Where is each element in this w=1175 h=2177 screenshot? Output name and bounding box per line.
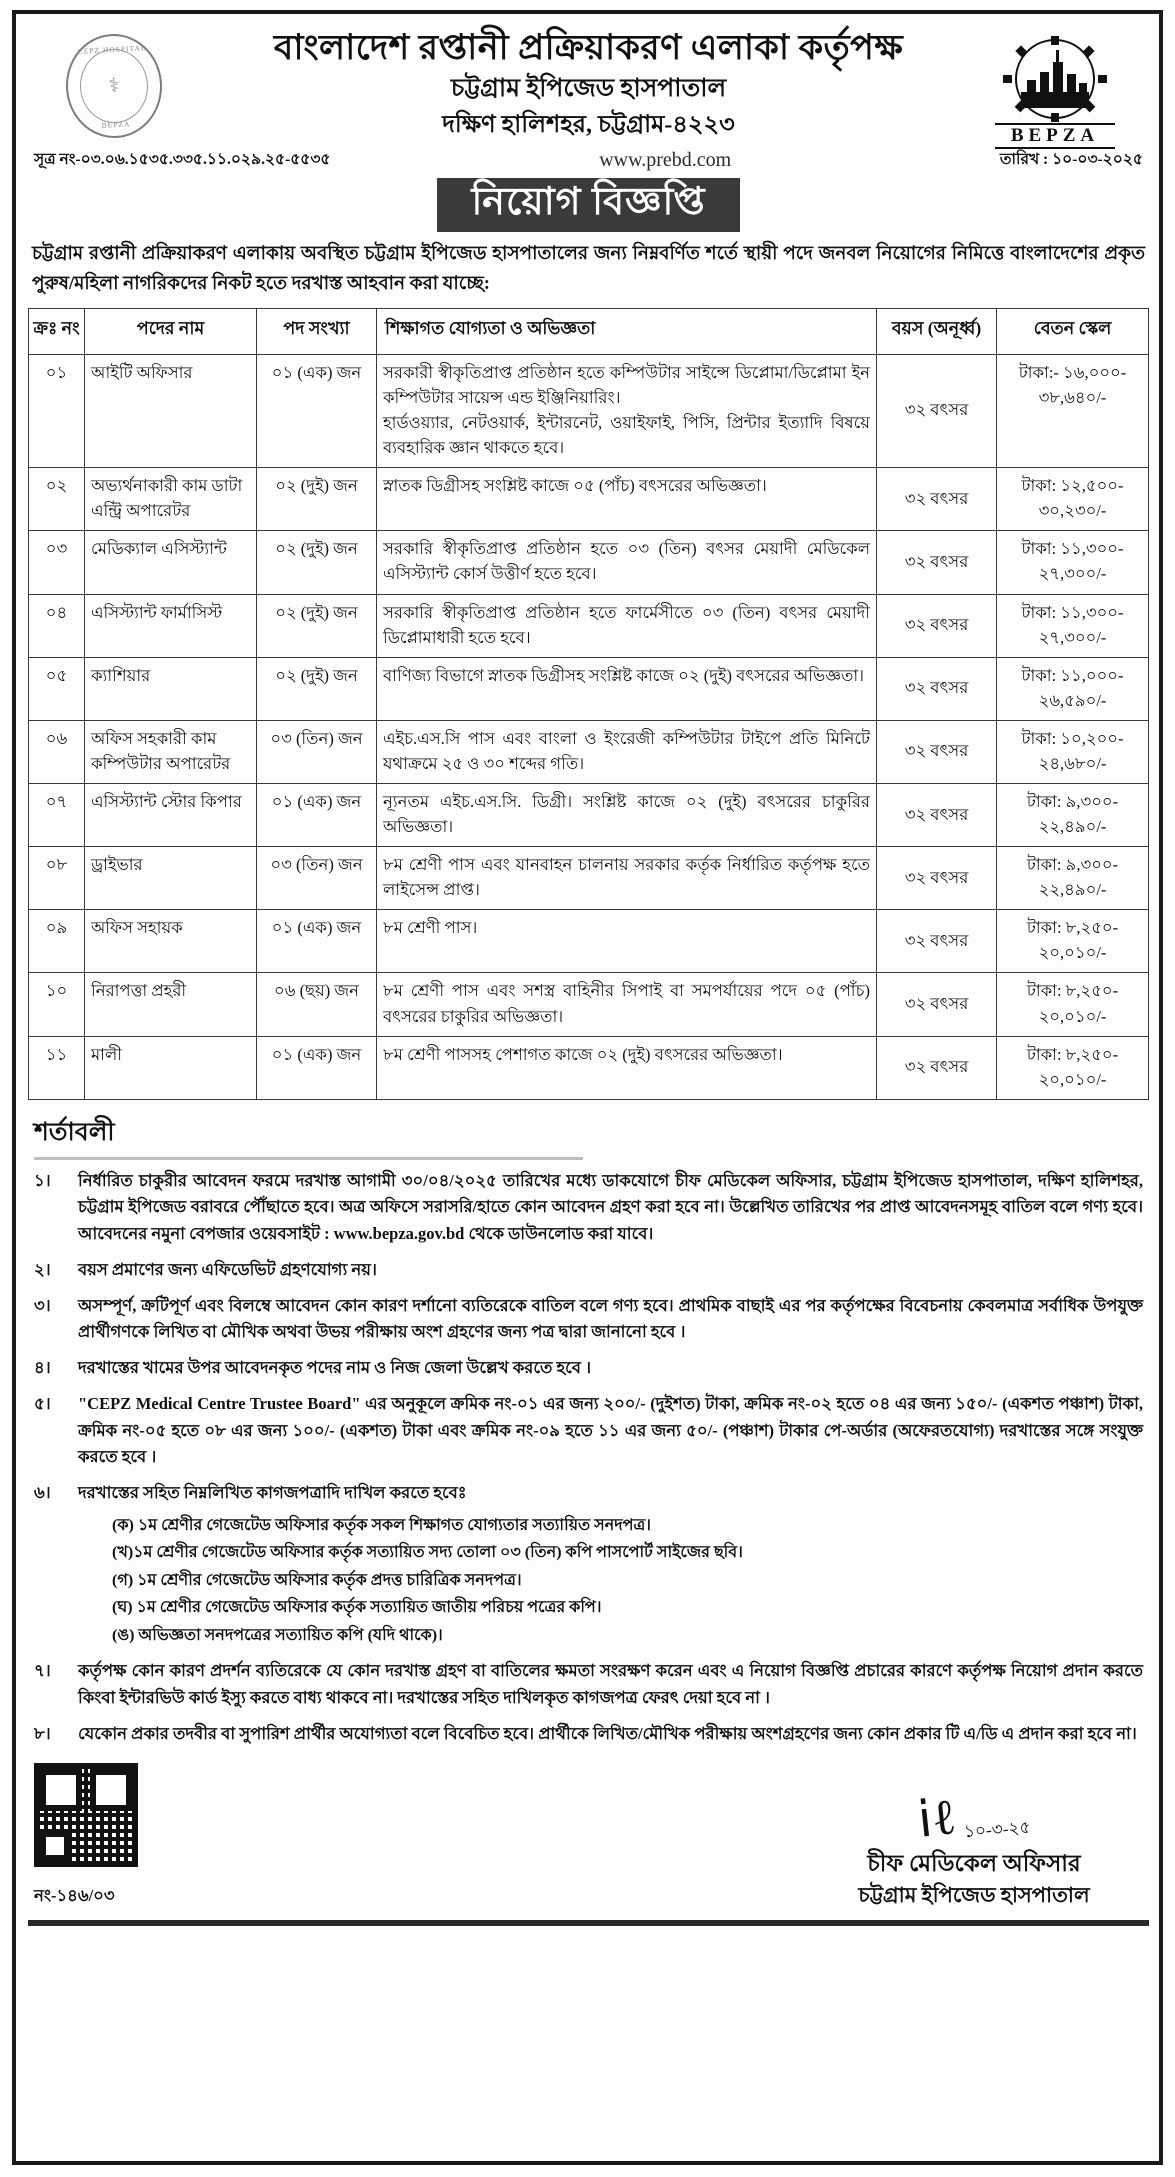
cell-qualification <box>377 720 877 783</box>
cell-post: আইটি অফিসার <box>85 354 257 467</box>
condition-item <box>34 1658 1143 1711</box>
pay-scale-max: ২৭,৩০০/- <box>1038 564 1107 584</box>
cell-vacancies: ০২ (দুই) জন <box>257 594 377 657</box>
cell-vacancies: ০১ (এক) জন <box>257 354 377 467</box>
cell-pay-scale <box>997 468 1149 531</box>
conditions-heading: শর্তাবলী <box>34 1118 115 1146</box>
condition-item <box>34 1721 1143 1748</box>
hospital-address: দক্ষিণ হালিশহর, চট্টগ্রাম-৪২২৩ <box>442 112 735 139</box>
table-row <box>29 354 1149 467</box>
cell-vacancies: ০১ (এক) জন <box>257 910 377 973</box>
table-row <box>29 973 1149 1036</box>
condition-body <box>78 1257 1143 1284</box>
cell-vacancies: ০২ (দুই) জন <box>257 657 377 720</box>
cell-age: ৩২ বৎসর <box>877 973 997 1036</box>
condition-item <box>34 1480 1143 1649</box>
cell-qualification <box>377 468 877 531</box>
table-row <box>29 657 1149 720</box>
cell-pay-scale <box>997 657 1149 720</box>
pay-scale-max: ২২,৪৯০/- <box>1038 880 1107 900</box>
pay-scale-min: টাকা: ১০,২০০- <box>1021 728 1124 748</box>
organization-name: বাংলাদেশ রপ্তানী প্রক্রিয়াকরণ এলাকা কর্তৃপক্ষ <box>273 28 904 67</box>
qualification-line-2: হার্ডওয়্যার, নেটওয়ার্ক, ইন্টারনেট, ওয়াইফাই, পিসি, প্রিন্টার ইত্যাদি বিষয়ে ব্যবহারিক জ্ঞান থাকতে হবে। <box>383 413 870 458</box>
cell-pay-scale <box>997 783 1149 846</box>
qr-area <box>34 1763 154 1910</box>
cell-pay-scale <box>997 973 1149 1036</box>
hospital-seal-icon <box>63 32 164 141</box>
qualification-line: স্নাতক ডিগ্রীসহ সংশ্লিষ্ট কাজে ০৫ (পাঁচ) বৎসরের অভিজ্ঞতা। <box>383 476 767 496</box>
condition-item <box>34 1391 1143 1471</box>
condition-text: বয়স প্রমাণের জন্য এফিডেভিট গ্রহণযোগ্য নয়। <box>78 1259 377 1279</box>
pay-scale-max: ২২,৪৯০/- <box>1038 817 1107 837</box>
qualification-line: ৮ম শ্রেণী পাস এবং সশস্ত্র বাহিনীর সিপাই বা সমপর্যায়ের পদে ০৫ (পাঁচ) বৎসরের চাকুরির অভিজ্ঞতা। <box>383 981 870 1026</box>
condition-item <box>34 1293 1143 1346</box>
cell-post: অভ্যর্থনাকারী কাম ডাটা এন্ট্রি অপারেটর <box>85 468 257 531</box>
cell-age: ৩২ বৎসর <box>877 594 997 657</box>
pay-scale-min: টাকা: ১১,৩০০- <box>1021 602 1124 622</box>
document-header <box>28 20 1149 173</box>
condition-body <box>78 1721 1143 1748</box>
condition-body <box>78 1355 1143 1382</box>
cell-sl: ০২ <box>29 468 85 531</box>
condition-text: "CEPZ Medical Centre Trustee Board" এর অনুকূলে ক্রমিক নং-০১ এর জন্য ২০০/- (দুইশত) টাকা, ক্রমিক নং-০২ হতে ০৪ এর জন্য ১৫০/- (একশত পঞ্চাশ) টাকা, ক্রমিক নং-০৫ হতে ০৮ এর জন্য ১০০/- (একশত) টাকা এবং ক্রমিক নং-০৯ হতে ১১ এর জন্য ৫০/- (পঞ্চাশ) টাকার পে-অর্ডার (অফেরতযোগ্য) দরখাস্তের সঙ্গে সংযুক্ত করতে হবে । <box>78 1393 1143 1467</box>
header-meta-row <box>28 147 1149 173</box>
conditions-list <box>28 1168 1149 1748</box>
document-frame <box>12 10 1163 2165</box>
condition-number: ১। <box>34 1170 51 1190</box>
table-row <box>29 594 1149 657</box>
vacancy-table <box>28 308 1149 1100</box>
pay-scale-max: ২৭,৩০০/- <box>1038 627 1107 647</box>
cell-post: অফিস সহকারী কাম কম্পিউটার অপারেটর <box>85 720 257 783</box>
table-row <box>29 910 1149 973</box>
pay-scale-min: টাকা: ৮,২৫০- <box>1026 1044 1119 1064</box>
cell-qualification <box>377 657 877 720</box>
pay-scale-max: ৩০,২৩০/- <box>1038 501 1107 521</box>
site-watermark: www.prebd.com <box>599 149 732 172</box>
col-vacancies: পদ সংখ্যা <box>257 308 377 354</box>
cell-qualification <box>377 847 877 910</box>
cell-post: অফিস সহায়ক <box>85 910 257 973</box>
reference-number: সূত্র নং-০৩.০৬.১৫৩৫.৩৩৫.১১.০২৯.২৫-৫৫৩৫ <box>34 151 331 169</box>
bepza-logo <box>995 36 1115 149</box>
cell-post: এসিস্ট্যান্ট স্টোর কিপার <box>85 783 257 846</box>
hospital-name: চট্টগ্রাম ইপিজেড হাসপাতাল <box>450 74 727 102</box>
cell-sl: ০৪ <box>29 594 85 657</box>
pay-scale-max: ২০,০১০/- <box>1038 1006 1107 1026</box>
qualification-line: সরকারি স্বীকৃতিপ্রাপ্ত প্রতিষ্ঠান হতে ০৩ (তিন) বৎসর মেয়াদী মেডিকেল এসিস্ট্যান্ট কোর্স উত্তীর্ণ হতে হবে। <box>383 539 870 584</box>
cell-qualification <box>377 594 877 657</box>
cell-sl: ০৫ <box>29 657 85 720</box>
table-row <box>29 468 1149 531</box>
col-serial: ক্রঃ নং <box>29 308 85 354</box>
cell-pay-scale <box>997 594 1149 657</box>
qr-code-icon <box>34 1763 138 1867</box>
cell-age: ৩২ বৎসর <box>877 657 997 720</box>
cell-sl: ০৯ <box>29 910 85 973</box>
condition-subitem: (ঙ) অভিজ্ঞতা সনদপত্রের সত্যায়িত কপি (যদি থাকে)। <box>112 1626 443 1644</box>
qualification-line: ৮ম শ্রেণী পাস এবং যানবাহন চালনায় সরকার কর্তৃক নির্ধারিত কর্তৃপক্ষ হতে লাইসেন্স প্রাপ্ত। <box>383 855 870 900</box>
condition-text: দরখাস্তের সহিত নিম্নলিখিত কাগজপত্রাদি দাখিল করতে হবেঃ <box>78 1482 467 1502</box>
notice-title: নিয়োগ বিজ্ঞপ্তি <box>437 178 739 232</box>
pay-scale-max: ২৬,৫৯০/- <box>1038 690 1107 710</box>
condition-number: ৪। <box>34 1358 51 1378</box>
cell-post: মালী <box>85 1036 257 1099</box>
condition-item <box>34 1257 1143 1284</box>
table-head <box>29 308 1149 354</box>
cell-post: এসিস্ট্যান্ট ফার্মাসিস্ট <box>85 594 257 657</box>
condition-number: ৮। <box>34 1723 51 1743</box>
cell-vacancies: ০৩ (তিন) জন <box>257 847 377 910</box>
conditions-underline <box>34 1157 583 1160</box>
cell-post: ক্যাশিয়ার <box>85 657 257 720</box>
cell-qualification <box>377 531 877 594</box>
cell-post: ড্রাইভার <box>85 847 257 910</box>
table-row <box>29 720 1149 783</box>
condition-subitem: (ঘ) ১ম শ্রেণীর গেজেটেড অফিসার কর্তৃক সত্যায়িত জাতীয় পরিচয় পত্রের কপি। <box>112 1599 602 1617</box>
cell-age: ৩২ বৎসর <box>877 1036 997 1099</box>
seal-bottom-text: BEPZA <box>101 119 131 130</box>
qualification-line: বাণিজ্য বিভাগে স্নাতক ডিগ্রীসহ সংশ্লিষ্ট কাজে ০২ (দুই) বৎসরের অভিজ্ঞতা। <box>383 665 865 685</box>
qr-finder-bottom-left <box>40 1831 70 1861</box>
cell-vacancies: ০৩ (তিন) জন <box>257 720 377 783</box>
table-body <box>29 354 1149 1099</box>
cell-age: ৩২ বৎসর <box>877 847 997 910</box>
pay-scale-min: টাকা: ১১,০০০- <box>1021 665 1124 685</box>
condition-text: অসম্পূর্ণ, ক্রটিপূর্ণ এবং বিলম্বে আবেদন কোন কারণ দর্শানো ব্যতিরেকে বাতিল বলে গণ্য হবে। প্রাথমিক বাছাই এর পর কর্তৃপক্ষের বিবেচনায় কেবলমাত্র সর্বাধিক উপযুক্ত প্রার্থীগণকে লিখিত বা মৌখিক অথবা উভয় পরীক্ষায় অংশ গ্রহণের জন্য পত্র দ্বারা জানানো হবে । <box>78 1295 1143 1342</box>
signer-title: চীফ মেডিকেল অফিসার <box>867 1850 1081 1876</box>
condition-subitem: (খ)১ম শ্রেণীর গেজেটেড অফিসার কর্তৃক সত্যায়িত সদ্য তোলা ০৩ (তিন) কপি পাসপোর্ট সাইজের ছবি। <box>112 1544 743 1562</box>
pay-scale-max: ২০,০১০/- <box>1038 943 1107 963</box>
cell-age: ৩২ বৎসর <box>877 910 997 973</box>
condition-body <box>78 1480 1143 1649</box>
condition-body <box>78 1293 1143 1346</box>
col-age-limit: বয়স (অনূর্ধ্ব) <box>877 308 997 354</box>
col-pay-scale: বেতন স্কেল <box>997 308 1149 354</box>
pay-scale-max: ৩৮,৬৪০/- <box>1038 387 1107 407</box>
notice-date: তারিখ : ১০-০৩-২০২৫ <box>999 151 1143 169</box>
qualification-line: সরকারি স্বীকৃতিপ্রাপ্ত প্রতিষ্ঠান হতে ফার্মেসীতে ০৩ (তিন) বৎসর মেয়াদী ডিপ্লোমাধারী হতে হবে। <box>383 602 870 647</box>
cell-post: মেডিক্যাল এসিস্ট্যান্ট <box>85 531 257 594</box>
cell-vacancies: ০২ (দুই) জন <box>257 468 377 531</box>
pay-scale-min: টাকা: ৯,৩০০- <box>1026 855 1119 875</box>
footer-reference-number: নং-১৪৬/০৩ <box>34 1886 115 1906</box>
condition-item <box>34 1168 1143 1248</box>
seal-top-text: CEPZ HOSPITAL <box>77 43 147 56</box>
signature-block <box>809 1787 1139 1911</box>
cell-pay-scale <box>997 531 1149 594</box>
condition-text: দরখাস্তের খামের উপর আবেদনকৃত পদের নাম ও নিজ জেলা উল্লেখ করতে হবে । <box>78 1358 592 1378</box>
col-post-name: পদের নাম <box>85 308 257 354</box>
condition-subitem: (ক) ১ম শ্রেণীর গেজেটেড অফিসার কর্তৃক সকল শিক্ষাগত যোগ্যতার সত্যায়িত সনদপত্র। <box>112 1516 651 1534</box>
cell-vacancies: ০১ (এক) জন <box>257 783 377 846</box>
pay-scale-min: টাকা: ৮,২৫০- <box>1026 918 1119 938</box>
cell-pay-scale <box>997 910 1149 973</box>
table-row <box>29 783 1149 846</box>
qualification-line: ৮ম শ্রেণী পাসসহ পেশাগত কাজে ০২ (দুই) বৎসরের অভিজ্ঞতা। <box>383 1044 783 1064</box>
condition-number: ২। <box>34 1259 51 1279</box>
document-footer <box>28 1763 1149 1914</box>
condition-body <box>78 1391 1143 1471</box>
signature-row <box>809 1787 1139 1848</box>
cell-sl: ১১ <box>29 1036 85 1099</box>
pay-scale-min: টাকা: ৯,৩০০- <box>1026 791 1119 811</box>
col-qualification: শিক্ষাগত যোগ্যতা ও অভিজ্ঞতা <box>377 308 877 354</box>
condition-subitem: (গ) ১ম শ্রেণীর গেজেটেড অফিসার কর্তৃক প্রদত্ত চারিত্রিক সনদপত্র। <box>112 1571 522 1589</box>
intro-paragraph: চট্টগ্রাম রপ্তানী প্রক্রিয়াকরণ এলাকায় অবস্থিত চট্টগ্রাম ইপিজেড হাসপাতালের জন্য নিম্নবর্ণিত শর্তে স্থায়ী পদে জনবল নিয়োগের নিমিত্তে বাংলাদেশের প্রকৃত পুরুষ/মহিলা নাগরিকদের নিকট হতে দরখাস্ত আহবান করা যাচ্ছে: <box>32 243 1145 294</box>
cell-sl: ০৭ <box>29 783 85 846</box>
cell-age: ৩২ বৎসর <box>877 531 997 594</box>
signature-mark: ⅰℓ <box>914 1787 959 1848</box>
qualification-line: ন্যূনতম এইচ.এস.সি. ডিগ্রী। সংশ্লিষ্ট কাজে ০২ (দুই) বৎসরের চাকুরির অভিজ্ঞতা। <box>383 791 870 837</box>
pay-scale-min: টাকা:- ১৬,০০০- <box>1018 362 1127 382</box>
cell-vacancies: ০৬ (ছয়) জন <box>257 973 377 1036</box>
signer-organization: চট্টগ্রাম ইপিজেড হাসপাতাল <box>858 1882 1090 1907</box>
table-row <box>29 847 1149 910</box>
cell-sl: ০৩ <box>29 531 85 594</box>
condition-number: ৩। <box>34 1295 51 1315</box>
cell-sl: ০১ <box>29 354 85 467</box>
qualification-line: ৮ম শ্রেণী পাস। <box>383 918 478 938</box>
cell-qualification <box>377 910 877 973</box>
condition-text: নির্ধারিত চাকুরীর আবেদন ফরমে দরখাস্ত আগামী ৩০/০৪/২০২৫ তারিখের মধ্যে ডাকযোগে চীফ মেডিকেল অফিসার, চট্টগ্রাম ইপিজেড হাসপাতাল, দক্ষিণ হালিশহর, চট্টগ্রাম ইপিজেড বরাবরে পৌঁছাতে হবে। অত্র অফিসে সরাসরি/হাতে কোন আবেদন গ্রহণ করা হবে না। উল্লেখিত তারিখের পর প্রাপ্ত আবেদনসমূহ বাতিল বলে গণ্য হবে। আবেদনের নমুনা বেপজার ওয়েবসাইট : www.bepza.gov.bd থেকে ডাউনলোড করা যাবে। <box>78 1170 1143 1244</box>
cell-post: নিরাপত্তা প্রহরী <box>85 973 257 1036</box>
condition-body <box>78 1658 1143 1711</box>
table-row <box>29 531 1149 594</box>
qualification-line: সরকারী স্বীকৃতিপ্রাপ্ত প্রতিষ্ঠান হতে কম্পিউটার সাইন্সে ডিপ্লোমা/ডিপ্লোমা ইন কম্পিউটার সায়েন্স এন্ড ইঞ্জিনিয়ারিং। <box>383 362 870 407</box>
seal-inner <box>78 47 150 124</box>
cell-age: ৩২ বৎসর <box>877 720 997 783</box>
bepza-gear-icon <box>1003 36 1107 122</box>
pay-scale-min: টাকা: ১১,৩০০- <box>1021 539 1124 559</box>
cell-vacancies: ০১ (এক) জন <box>257 1036 377 1099</box>
cell-pay-scale <box>997 720 1149 783</box>
footer-rule <box>28 1920 1149 1926</box>
table-row <box>29 1036 1149 1099</box>
cell-pay-scale <box>997 354 1149 467</box>
cell-sl: ০৮ <box>29 847 85 910</box>
cell-age: ৩২ বৎসর <box>877 468 997 531</box>
cell-age: ৩২ বৎসর <box>877 783 997 846</box>
pay-scale-min: টাকা: ৮,২৫০- <box>1026 981 1119 1001</box>
table-header-row <box>29 308 1149 354</box>
condition-item <box>34 1355 1143 1382</box>
pay-scale-max: ২৪,৬৮০/- <box>1038 753 1107 773</box>
title-banner-wrap <box>28 178 1149 232</box>
condition-sublist <box>112 1512 1143 1650</box>
cell-sl: ০৬ <box>29 720 85 783</box>
pay-scale-max: ২০,০১০/- <box>1038 1069 1107 1089</box>
cell-age: ৩২ বৎসর <box>877 354 997 467</box>
bepza-logo-text: BEPZA <box>995 123 1115 149</box>
pay-scale-min: টাকা: ১২,৫০০- <box>1021 476 1124 496</box>
condition-number: ৬। <box>34 1482 51 1502</box>
cell-pay-scale <box>997 1036 1149 1099</box>
condition-text: কর্তৃপক্ষ কোন কারণ প্রদর্শন ব্যতিরেকে যে কোন দরখাস্ত গ্রহণ বা বাতিলের ক্ষমতা সংরক্ষণ করেন এবং এ নিয়োগ বিজ্ঞপ্তি প্রচারের কারণে কর্তৃপক্ষ নিয়োগ প্রদান করতে কিংবা ইন্টারভিউ কার্ড ইস্যু করতে বাধ্য থাকবে না। দরখাস্তের সহিত দাখিলকৃত কাগজপত্র ফেরৎ দেয়া হবে না । <box>78 1661 1143 1707</box>
cell-qualification <box>377 783 877 846</box>
header-titles <box>28 26 1149 143</box>
cell-sl: ১০ <box>29 973 85 1036</box>
seal-symbol-icon: ⚕ <box>108 74 120 98</box>
cell-qualification <box>377 973 877 1036</box>
cell-pay-scale <box>997 847 1149 910</box>
condition-number: ৫। <box>34 1393 51 1413</box>
condition-body <box>78 1168 1143 1248</box>
cell-qualification <box>377 1036 877 1099</box>
qualification-line: এইচ.এস.সি পাস এবং বাংলা ও ইংরেজী কম্পিউটার টাইপে প্রতি মিনিটে যথাক্রমে ২৫ ও ৩০ শব্দের গতি। <box>383 728 870 773</box>
signature-date: ১০-৩-২৫ <box>962 1817 1031 1841</box>
condition-number: ৭। <box>34 1661 51 1681</box>
condition-text: যেকোন প্রকার তদবীর বা সুপারিশ প্রার্থীর অযোগ্যতা বলে বিবেচিত হবে। প্রার্থীকে লিখিত/মৌখিক পরীক্ষায় অংশগ্রহণের জন্য কোন প্রকার টি এ/ডি এ প্রদান করা হবে না। <box>78 1723 1137 1743</box>
cell-vacancies: ০২ (দুই) জন <box>257 531 377 594</box>
cell-qualification <box>377 354 877 467</box>
